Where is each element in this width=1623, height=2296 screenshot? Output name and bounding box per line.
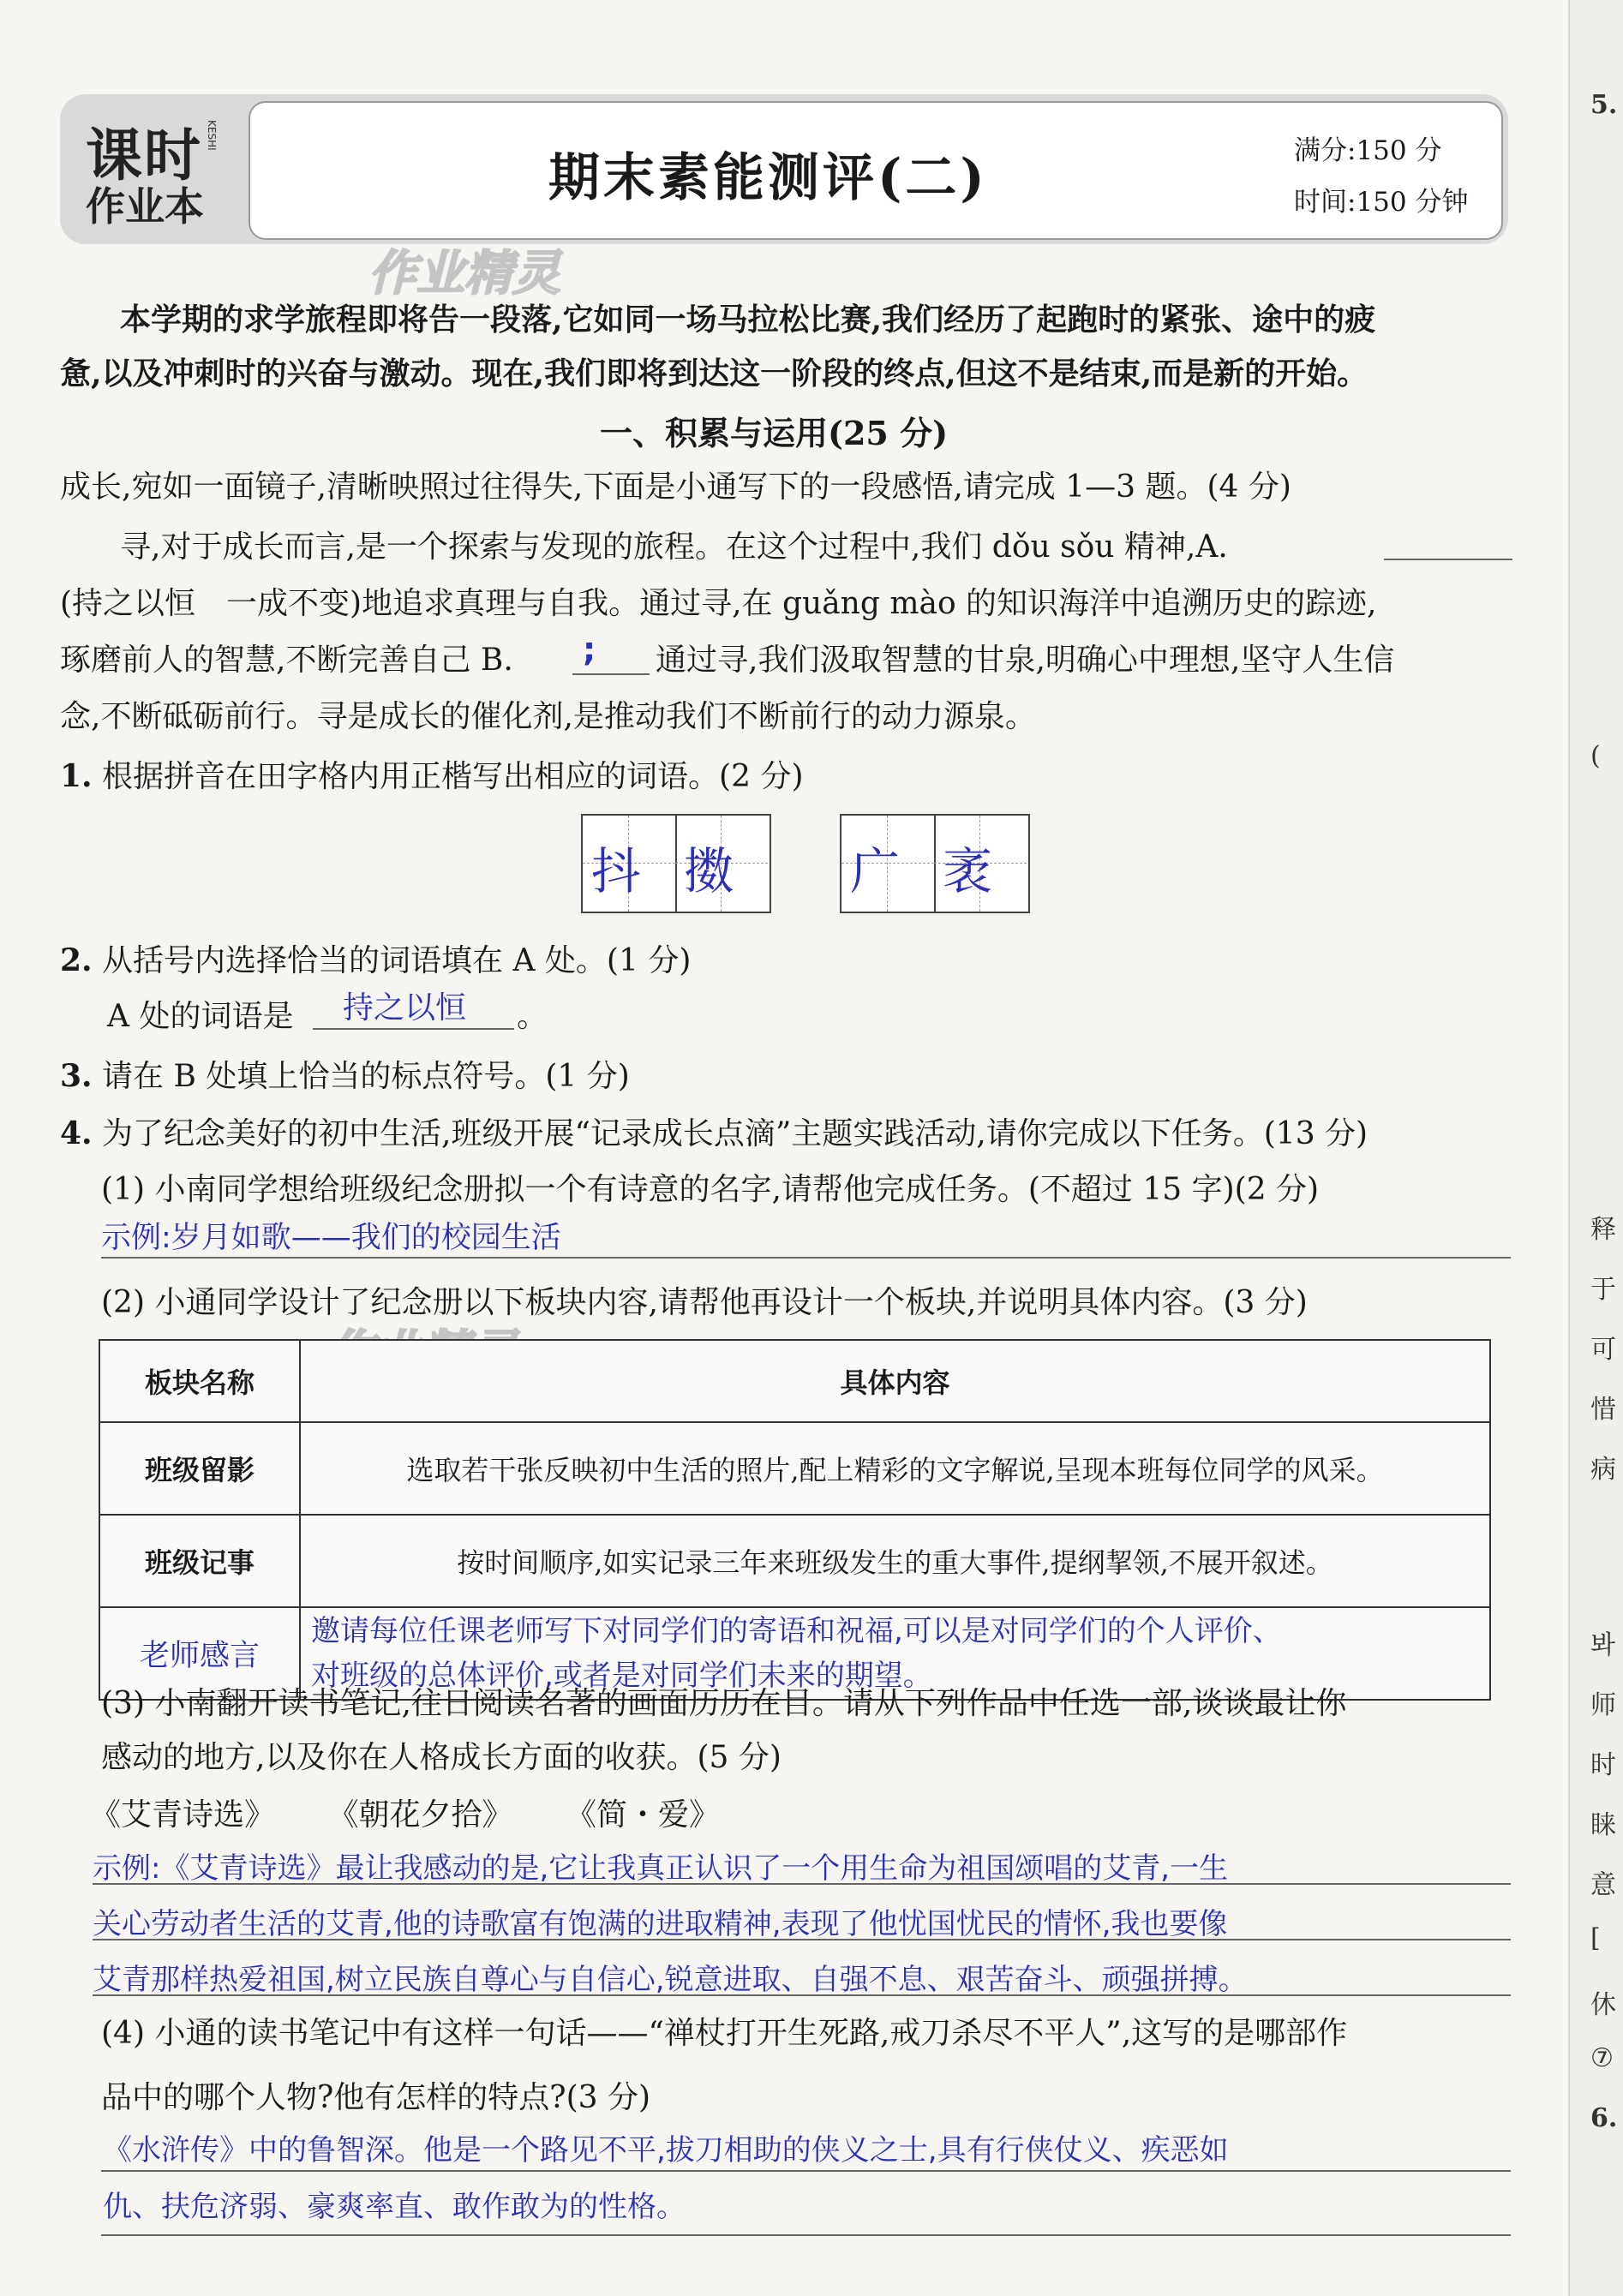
question-2 <box>60 936 691 980</box>
q2-answer: 持之以恒 <box>343 990 467 1025</box>
logo-line2: 作业本 <box>86 183 204 230</box>
grid-char: 抖 <box>591 842 642 900</box>
q4-sub3-answer: 关心劳动者生活的艾青,他的诗歌富有饱满的进取精神,表现了他忧国忧民的情怀,我也要像 <box>93 1907 1228 1941</box>
question-text: 请在 B 处填上恰当的标点符号。(1 分) <box>102 1059 630 1094</box>
b-answer: ; <box>583 631 596 668</box>
table-cell: 选取若干张反映初中生活的照片,配上精彩的文字解说,呈现本班每位同学的风采。 <box>300 1422 1490 1515</box>
right-edge-glyph: 意 <box>1590 1870 1616 1900</box>
answer-text: 邀请每位任课老师写下对同学们的寄语和祝福,可以是对同学们的个人评价、 <box>311 1614 1282 1648</box>
right-edge-glyph: ( <box>1590 741 1601 771</box>
right-edge-glyph: ⑦ <box>1590 2043 1614 2073</box>
grid-char: 擞 <box>684 842 734 900</box>
q2-prompt: A 处的词语是 <box>107 999 294 1034</box>
q2-blank <box>313 1028 514 1030</box>
question-1 <box>60 752 804 796</box>
table-answer-name: 老师感言 <box>99 1607 300 1700</box>
right-edge-glyph: 时 <box>1590 1750 1616 1780</box>
watermark: 作业精灵 <box>368 246 560 302</box>
passage-line: 通过寻,我们汲取智慧的甘泉,明确心中理想,坚守人生信 <box>656 643 1395 678</box>
q4-sub3-answer: 艾青那样热爱祖国,树立民族自尊心与自信心,锐意进取、自强不息、艰苦奋斗、顽强拼搏。 <box>93 1963 1248 1997</box>
section-lead: 成长,宛如一面镜子,清晰映照过往得失,下面是小通写下的一段感悟,请完成 1—3 题。(4 分) <box>60 469 1291 505</box>
char-grid-1 <box>581 814 771 913</box>
right-edge-glyph: [ <box>1590 1923 1601 1953</box>
logo-line1: 课时 <box>86 123 202 188</box>
right-edge-glyph: 6. <box>1590 2103 1618 2133</box>
page-title: 期末素能测评(二) <box>548 148 988 208</box>
passage-line: 琢磨前人的智慧,不断完善自己 B. <box>60 643 513 678</box>
grid-char: 袤 <box>943 842 993 900</box>
q4-sub4-answer: 仇、扶危济弱、豪爽率直、敢作敢为的性格。 <box>103 2190 686 2224</box>
intro-line: 惫,以及冲刺时的兴奋与激动。现在,我们即将到达这一阶段的终点,但这不是结束,而是新的开始。 <box>60 356 1368 392</box>
q4-sub3-answer: 示例:《艾青诗选》最让我感动的是,它让我真正认识了一个用生命为祖国颂唱的艾青,一生 <box>93 1851 1229 1886</box>
question-number: 1. <box>60 758 93 794</box>
grid-cell <box>934 816 1027 912</box>
answer-line <box>93 1883 1511 1885</box>
section-heading: 一、积累与运用(25 分) <box>600 414 949 452</box>
table-cell: 班级记事 <box>99 1515 300 1607</box>
q4-sub3: (3) 小南翻开读书笔记,往日阅读名著的画面历历在目。请从下列作品中任选一部,谈谈最让你 <box>101 1686 1347 1721</box>
right-edge-glyph: 释 <box>1590 1215 1616 1245</box>
table-cell: 按时间顺序,如实记录三年来班级发生的重大事件,提纲挈领,不展开叙述。 <box>300 1515 1490 1607</box>
grid-cell <box>583 816 677 912</box>
grid-char: 广 <box>850 842 901 900</box>
question-text: 为了纪念美好的初中生活,班级开展“记录成长点滴”主题实践活动,请你完成以下任务。(13 分) <box>102 1116 1368 1151</box>
question-number: 4. <box>60 1115 93 1151</box>
passage-line: 寻,对于成长而言,是一个探索与发现的旅程。在这个过程中,我们 dǒu sǒu 精神,A. <box>120 529 1228 565</box>
answer-line <box>101 2234 1511 2236</box>
answer-line <box>93 1939 1511 1940</box>
right-edge-glyph: 休 <box>1590 1990 1616 2020</box>
q4-sub2: (2) 小通同学设计了纪念册以下板块内容,请帮他再设计一个板块,并说明具体内容。(3 分) <box>101 1285 1308 1320</box>
section-table <box>99 1339 1491 1701</box>
table-header-row <box>99 1340 1490 1422</box>
passage-line: 念,不断砥砺前行。寻是成长的催化剂,是推动我们不断前行的动力源泉。 <box>60 699 1036 734</box>
q2-end: 。 <box>517 999 548 1034</box>
table-row <box>99 1422 1490 1515</box>
question-3 <box>60 1052 630 1096</box>
question-text: 根据拼音在田字格内用正楷写出相应的词语。(2 分) <box>102 759 804 794</box>
q4-sub4: 品中的哪个人物?他有怎样的特点?(3 分) <box>101 2080 651 2115</box>
q4-sub1: (1) 小南同学想给班级纪念册拟一个有诗意的名字,请帮他完成任务。(不超过 15 字)(2 分) <box>101 1172 1320 1207</box>
question-number: 3. <box>60 1058 93 1094</box>
table-header: 板块名称 <box>99 1340 300 1422</box>
q4-sub4-answer: 《水浒传》中的鲁智深。他是一个路见不平,拔刀相助的侠义之士,具有行侠仗义、疾恶如 <box>103 2133 1229 2167</box>
right-edge-glyph: 可 <box>1590 1335 1616 1365</box>
right-edge-glyph: 睐 <box>1590 1810 1616 1840</box>
right-edge-glyph: 봐 <box>1590 1630 1615 1660</box>
answer-line <box>101 2170 1511 2172</box>
char-grid-2 <box>840 814 1030 913</box>
q4-sub4: (4) 小通的读书笔记中有这样一句话——“禅杖打开生死路,戒刀杀尽不平人”,这写的是哪部作 <box>101 2016 1348 2051</box>
question-text: 从括号内选择恰当的词语填在 A 处。(1 分) <box>102 943 692 978</box>
table-row <box>99 1515 1490 1607</box>
q4-sub3: 感动的地方,以及你在人格成长方面的收获。(5 分) <box>101 1740 782 1775</box>
question-4 <box>60 1109 1368 1153</box>
answer-text: 对班级的总体评价,或者是对同学们未来的期望。 <box>311 1659 932 1693</box>
full-score: 满分:150 分 <box>1294 135 1442 166</box>
right-edge-glyph: 病 <box>1590 1455 1616 1485</box>
table-header: 具体内容 <box>300 1340 1490 1422</box>
intro-line: 本学期的求学旅程即将告一段落,它如同一场马拉松比赛,我们经历了起跑时的紧张、途中的疲 <box>120 302 1376 338</box>
works-list <box>90 1791 720 1834</box>
logo-small: KESHI <box>206 120 218 151</box>
work-title: 《艾青诗选》 <box>90 1797 276 1833</box>
right-edge-glyph: 5. <box>1590 90 1618 120</box>
grid-cell <box>841 816 936 912</box>
work-title: 《简・爱》 <box>565 1797 720 1833</box>
right-edge-glyph: 师 <box>1590 1690 1616 1720</box>
grid-cell <box>675 816 768 912</box>
exam-time: 时间:150 分钟 <box>1294 187 1469 218</box>
right-edge-glyph: 于 <box>1590 1275 1616 1305</box>
blank-a <box>1384 559 1512 560</box>
blank-b <box>572 673 650 675</box>
work-title: 《朝花夕拾》 <box>327 1797 513 1833</box>
question-number: 2. <box>60 942 93 978</box>
table-cell: 班级留影 <box>99 1422 300 1515</box>
answer-line <box>101 1257 1511 1259</box>
q4-sub1-answer: 示例:岁月如歌——我们的校园生活 <box>101 1221 561 1255</box>
passage-line: (持之以恒 一成不变)地追求真理与自我。通过寻,在 guǎng mào 的知识海洋中追溯历史的踪迹, <box>60 586 1377 621</box>
right-edge-glyph: 惜 <box>1590 1395 1616 1425</box>
answer-line <box>93 1994 1511 1996</box>
